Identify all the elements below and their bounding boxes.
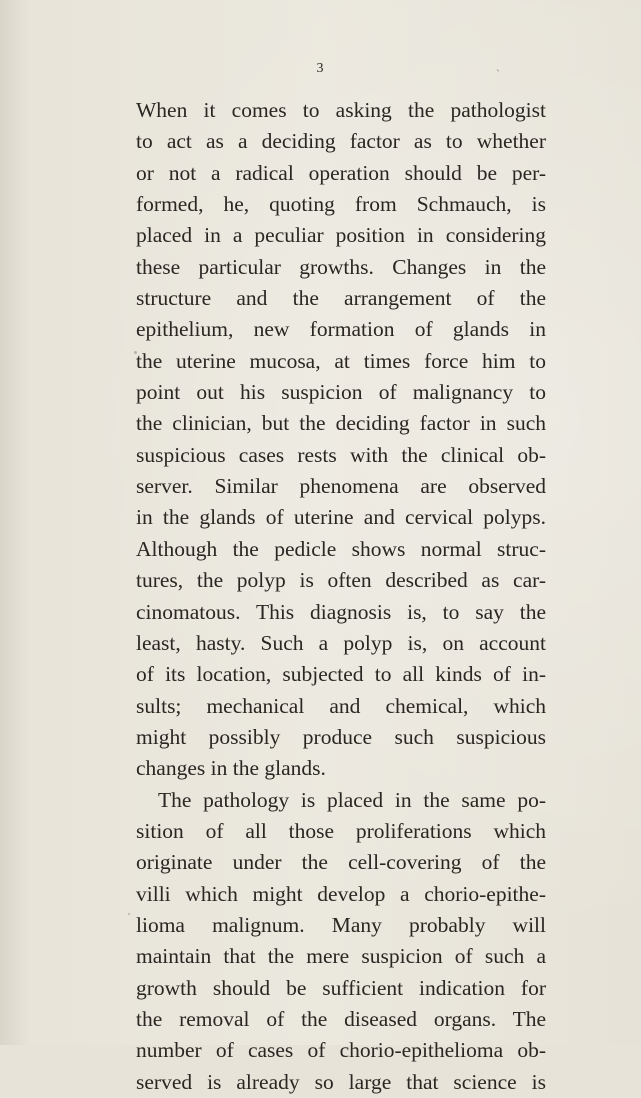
text-line: least, hasty. Such a polyp is, on account [136,630,546,655]
text-line: number of cases of chorio-epithelioma ob- [136,1038,546,1063]
text-line: structure and the arrangement of the [136,286,546,311]
text-line: the uterine mucosa, at times force him to [136,348,546,373]
text-line: Although the pedicle shows normal struc- [136,536,546,561]
text-line: in the glands of uterine and cervical polyps. [136,505,546,530]
text-line: of its location, subjected to all kinds of in- [136,662,546,687]
text-line: to act as a deciding factor as to whether [136,129,546,154]
text-line: point out his suspicion of malignancy to [136,380,546,405]
text-line: tures, the polyp is often described as car- [136,568,546,593]
text-line: these particular growths. Changes in the [136,254,546,279]
paper-speck [128,913,130,915]
text-line: When it comes to asking the pathologist [136,98,546,122]
text-line: epithelium, new formation of glands in [136,317,546,342]
text-line: placed in a peculiar position in considering [136,223,546,248]
text-line: the removal of the diseased organs. The [136,1006,546,1031]
text-line: served is already so large that science is [136,1069,546,1094]
text-line: The pathology is placed in the same po- [158,787,546,812]
corner-mark: ˎ [496,58,500,72]
text-line: sition of all those proliferations which [136,818,546,843]
text-line: cinomatous. This diagnosis is, to say the [136,599,546,624]
text-line: maintain that the mere suspicion of such a [136,944,546,969]
page-number: 3 [316,61,325,76]
text-line: sults; mechanical and chemical, which [136,693,546,718]
text-line: changes in the glands. [136,756,326,781]
body-text [136,95,546,1098]
text-line: might possibly produce such suspicious [136,724,546,749]
text-line: originate under the cell-covering of the [136,850,546,875]
text-line: the clinician, but the deciding factor in such [136,411,546,436]
text-line: lioma malignum. Many probably will [136,912,546,937]
text-line: server. Similar phenomena are observed [136,474,546,499]
text-line: villi which might develop a chorio-epithe- [136,881,546,906]
text-line: suspicious cases rests with the clinical ob- [136,442,546,467]
text-line: or not a radical operation should be per- [136,160,546,185]
text-line: formed, he, quoting from Schmauch, is [136,192,546,217]
text-line: growth should be sufficient indication for [136,975,546,1000]
